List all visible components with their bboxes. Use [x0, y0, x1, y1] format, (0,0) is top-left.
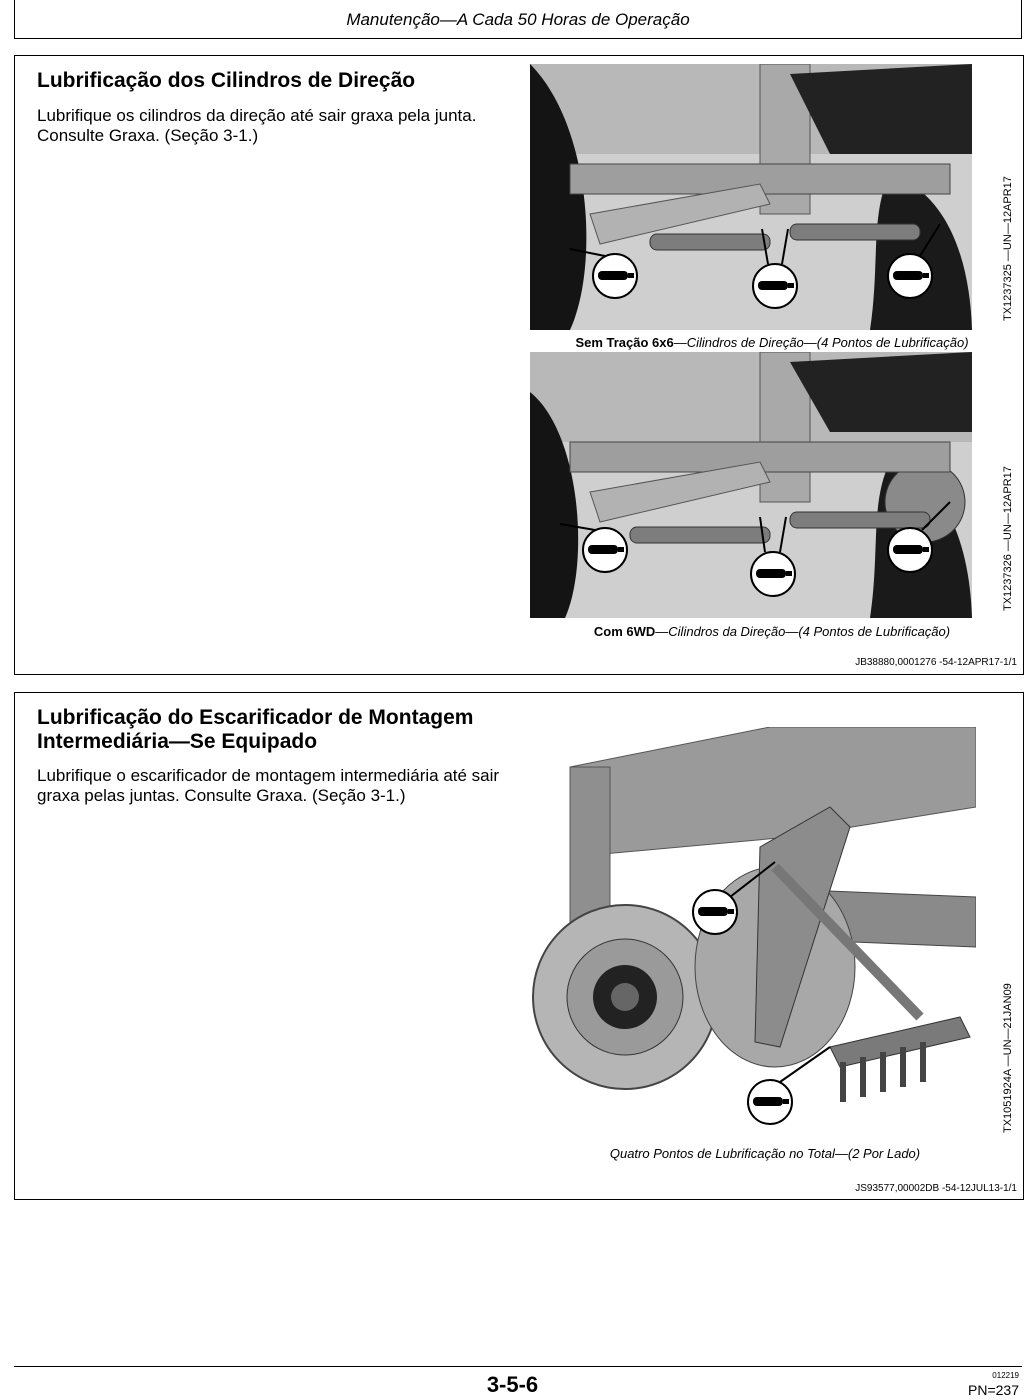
figure2-caption: [530, 624, 1014, 639]
figure3-caption-text: Quatro Pontos de Lubrificação no Total—(2 Por Lado): [609, 1146, 921, 1161]
grease-gun-icon: [751, 552, 795, 596]
section-scarifier: [14, 692, 1024, 1200]
figure-scarifier: [530, 727, 976, 1137]
section1-body: Lubrifique os cilindros da direção até sair graxa pela junta. Consulte Graxa. (Seção 3-1.): [37, 106, 477, 145]
grease-gun-icon: [888, 254, 932, 298]
scarifier-illustration: [530, 727, 976, 1137]
section2-body: Lubrifique o escarificador de montagem intermediária até sair graxa pelas juntas. Consulte Graxa. (Seção 3-1.): [37, 766, 500, 805]
grease-gun-icon: [593, 254, 637, 298]
page-number: 3-5-6: [486, 1372, 539, 1397]
page-header: [14, 0, 1022, 39]
section2-title-line1: Lubrificação do Escarificador de Montagem: [37, 706, 474, 729]
figure1-caption-italic: —Cilindros de Direção—(4 Pontos de Lubrificação): [673, 335, 969, 350]
figure-steering-6wd: [530, 352, 972, 618]
section-steering-cylinders: [14, 55, 1024, 675]
figure-steering-no-6wd: [530, 64, 972, 330]
figure3-code: TX1051924A —UN—21JAN09: [1002, 983, 1014, 1133]
grease-gun-icon: [583, 528, 627, 572]
steering-illustration-1: [530, 64, 972, 330]
figure1-caption: [530, 335, 1014, 350]
section1-reference: JB38880,0001276 -54-12APR17-1/1: [855, 657, 1017, 668]
figure2-caption-bold: Com 6WD: [593, 624, 656, 639]
header-title: Manutenção—A Cada 50 Horas de Operação: [346, 10, 690, 29]
section1-title: Lubrificação dos Cilindros de Direção: [37, 69, 416, 92]
figure2-code: TX1237326 —UN—12APR17: [1002, 466, 1014, 611]
grease-gun-icon: [753, 264, 797, 308]
figure1-caption-bold: Sem Tração 6x6: [575, 335, 674, 350]
steering-illustration-2: [530, 352, 972, 618]
figure3-caption: [530, 1146, 1000, 1161]
footer-small-code: 012219: [992, 1371, 1019, 1380]
section2-reference: JS93577,00002DB -54-12JUL13-1/1: [855, 1183, 1017, 1194]
footer-pn: PN=237: [968, 1382, 1019, 1398]
figure2-caption-italic: —Cilindros da Direção—(4 Pontos de Lubrificação): [655, 624, 951, 639]
grease-gun-icon: [888, 528, 932, 572]
footer-divider: [14, 1366, 1022, 1367]
grease-gun-icon: [748, 1080, 792, 1124]
section2-title-line2: Intermediária—Se Equipado: [37, 730, 318, 753]
figure1-code: TX1237325 —UN—12APR17: [1002, 176, 1014, 321]
